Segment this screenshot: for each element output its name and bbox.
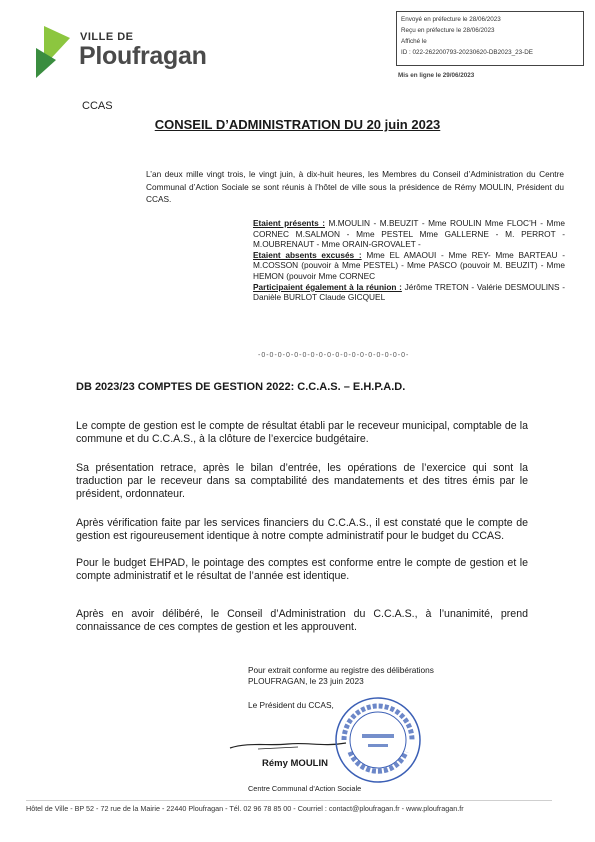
also-list: Jérôme TRETON - Valérie DESMOULINS - Danièle BURLOT Claude GICQUEL: [253, 281, 565, 303]
stamp-received: Reçu en préfecture le 28/06/2023: [401, 27, 495, 34]
intro-paragraph: L’an deux mille vingt trois, le vingt juin, à dix-huit heures, les Membres du Conseil d’Administration du Centre Communal d’Action Sociale se sont réunis à l’hôtel de ville sous la présidence de Rémy MOULIN, Président du CCAS.: [146, 169, 564, 204]
extract-line-1: Pour extrait conforme au registre des délibérations: [248, 665, 434, 675]
paragraph-1: Le compte de gestion est le compte de résultat établi par le receveur municipal, comptable de la commune et du C.C.A.S., à la clôture de l’exercice budgétaire.: [76, 420, 528, 445]
logo-ville-de: VILLE DE: [80, 31, 134, 43]
absent-label: Etaient absents excusés :: [253, 249, 362, 260]
stamp-sent: Envoyé en préfecture le 28/06/2023: [401, 16, 501, 23]
present-list: M.MOULIN - M.BEUZIT - Mme ROULIN Mme FLOC’H - Mme CORNEC M.SALMON - Mme PESTEL Mme GALLERNE - M. PERROT - M.OUBRENAUT - Mme ORAIN-GROVALET -: [253, 218, 565, 250]
present-label: Etaient présents :: [253, 218, 326, 228]
absent-list: Mme EL AMAOUI - Mme REY- Mme BARTEAU - M.COSSON (pouvoir à Mme PESTEL) - Mme PASCO (pouvoir M. BEUZIT) - Mme HEMON (pouvoir Mme CORNEC: [253, 249, 565, 281]
service-label: CCAS: [82, 100, 113, 112]
ccas-seal-icon: [332, 694, 424, 786]
paragraph-5: Après en avoir délibéré, le Conseil d’Administration du C.C.A.S., à l’unanimité, prend connaissance de ces comptes de gestion et les approuvent.: [76, 608, 528, 633]
ploufragan-logo-icon: [36, 26, 72, 78]
stamp-posted: Affiché le: [401, 38, 427, 45]
prefecture-stamp: [396, 11, 584, 66]
page-title: CONSEIL D’ADMINISTRATION DU 20 juin 2023: [154, 117, 441, 132]
extract-line-2: PLOUFRAGAN, le 23 juin 2023: [248, 676, 364, 686]
online-date: Mis en ligne le 29/06/2023: [398, 72, 475, 79]
centre-label: Centre Communal d’Action Sociale: [248, 784, 362, 793]
absent-members: [253, 250, 565, 282]
paragraph-4: Pour le budget EHPAD, le pointage des comptes est conforme entre le compte de gestion et le compte administratif et le résultat de l’année est identique.: [76, 557, 528, 582]
signer-name: Rémy MOULIN: [262, 758, 328, 769]
deliberation-title: DB 2023/23 COMPTES DE GESTION 2022: C.C.A.S. – E.H.P.A.D.: [76, 381, 406, 393]
separator-dashes: -0-0-0-0-0-0-0-0-0-0-0-0-0-0-0-0-0-0-: [258, 352, 410, 359]
extract-block: [248, 665, 434, 687]
paragraph-2: Sa présentation retrace, après le bilan d’entrée, les opérations de l’exercice qui sont la traduction par le receveur dans sa comptabilité des mandatements et des titres émis par le président, ordonnateur.: [76, 462, 528, 500]
signature-icon: [228, 738, 348, 752]
attendance-block: [253, 218, 565, 303]
president-label: Le Président du CCAS,: [248, 700, 334, 710]
also-label: Participaient également à la réunion :: [253, 281, 402, 292]
logo-ploufragan: Ploufragan: [79, 42, 207, 70]
stamp-id: ID : 022-262200793-20230620-DB2023_23-DE: [401, 49, 533, 56]
present-members: [253, 218, 565, 250]
paragraph-3: Après vérification faite par les services financiers du C.C.A.S., il est constaté que le compte de gestion est rigoureusement identique à notre compte administratif pour le budget du CCAS.: [76, 517, 528, 542]
page-footer: Hôtel de Ville - BP 52 - 72 rue de la Mairie - 22440 Ploufragan - Tél. 02 96 78 85 00 - Courriel : contact@ploufragan.fr - www.ploufragan.fr: [26, 800, 552, 813]
also-members: [253, 282, 565, 303]
